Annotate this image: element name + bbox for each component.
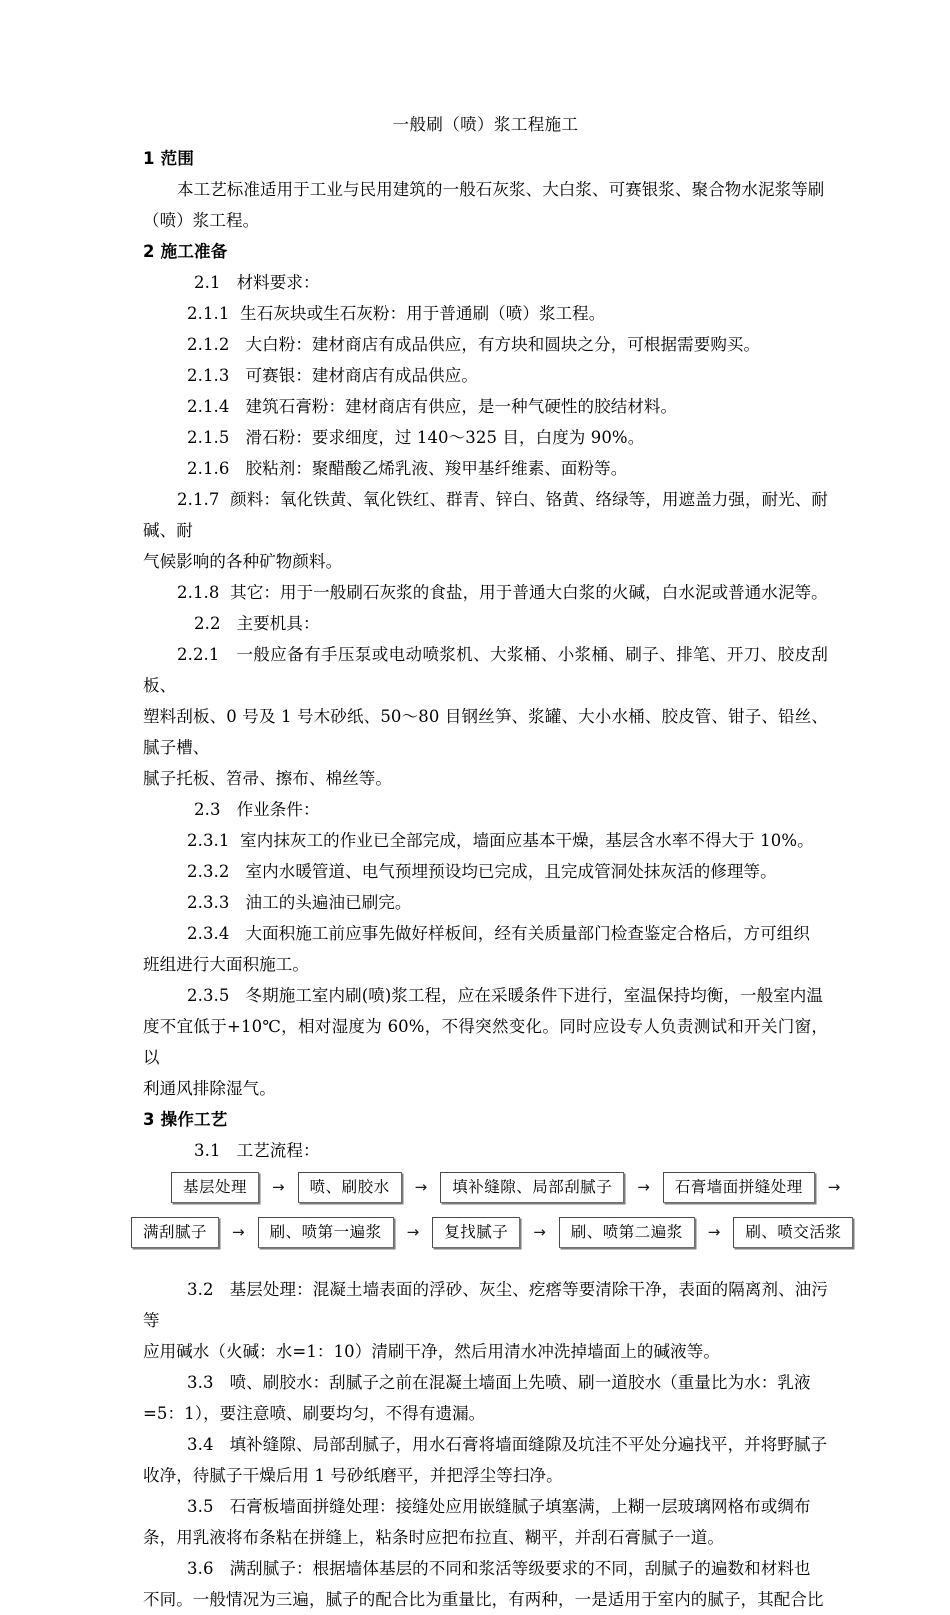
section-3-5-line-2: 条，用乳液将布条粘在拼缝上，粘条时应把布拉直、糊平，并刮石膏腻子一道。 [143,1527,724,1547]
flow-step-gypsum-wall-joint-treatment: 石膏墙面拼缝处理 [663,1172,815,1203]
flowchart-row-1 [171,1172,841,1203]
section-2-3-2: 2.3.2 室内水暖管道、电气预埋预设均已完成，且完成管洞处抹灰活的修理等。 [187,861,777,881]
section-2-1-2: 2.1.2 大白粉：建材商店有成品供应，有方块和圆块之分，可根据需要购买。 [187,334,761,354]
flow-arrow-icon: → [827,1177,841,1196]
flow-step-second-coat: 刷、喷第二遍浆 [559,1217,695,1248]
flow-arrow-icon: → [707,1222,721,1241]
section-3-2-line-1: 3.2 基层处理：混凝土墙表面的浮砂、灰尘、疙瘩等要清除干净，表面的隔离剂、油污等 [143,1279,828,1330]
page-title: 一般刷（喷）浆工程施工 [392,115,579,134]
spacer [143,1262,828,1274]
flowchart-row-2 [131,1217,842,1248]
scope-paragraph-line-1: 本工艺标准适用于工业与民用建筑的一般石灰浆、大白浆、可赛银浆、聚合物水泥浆等刷 [177,179,825,199]
section-2-3-5-line-2: 度不宜低于+10℃，相对湿度为 60%，不得突然变化。同时应设专人负责测试和开关门窗，以 [143,1016,828,1067]
heading-2-preparation: 2 施工准备 [143,241,228,261]
section-2-3-conditions: 2.3 作业条件： [194,799,320,819]
flow-arrow-icon: → [414,1177,428,1196]
section-2-3-4-line-1: 2.3.4 大面积施工前应事先做好样板间，经有关质量部门检查鉴定合格后，方可组织 [187,923,810,943]
section-3-6-line-2: 不同。一般情况为三遍，腻子的配合比为重量比，有两种，一是适用于室内的腻子，其配合比 [143,1589,824,1609]
section-3-3-line-2: =5：1），要注意喷、刷要均匀，不得有遗漏。 [143,1403,486,1423]
section-3-1-process-flow: 3.1 工艺流程： [194,1140,320,1160]
flow-arrow-icon: → [406,1222,420,1241]
section-2-3-3: 2.3.3 油工的头遍油已刷完。 [187,892,412,912]
section-3-6-line-1: 3.6 满刮腻子：根据墙体基层的不同和浆活等级要求的不同，刮腻子的遍数和材料也 [187,1558,811,1578]
flow-step-re-level-putty: 复找腻子 [432,1217,520,1248]
flow-step-first-coat: 刷、喷第一遍浆 [258,1217,394,1248]
heading-1-scope: 1 范围 [143,148,195,168]
section-2-3-5-line-1: 2.3.5 冬期施工室内刷(喷)浆工程，应在采暖条件下进行，室温保持均衡，一般室内温 [187,985,823,1005]
section-2-1-4: 2.1.4 建筑石膏粉：建材商店有供应，是一种气硬性的胶结材料。 [187,396,678,416]
heading-3-operation: 3 操作工艺 [143,1109,228,1129]
section-2-2-1-line-3: 腻子托板、笤帚、擦布、棉丝等。 [143,768,392,788]
section-2-1-7-line-1: 2.1.7 颜料：氧化铁黄、氧化铁红、群青、锌白、铬黄、络绿等，用遮盖力强，耐光、耐碱、耐 [143,489,828,540]
section-2-1-6: 2.1.6 胶粘剂：聚醋酸乙烯乳液、羧甲基纤维素、面粉等。 [187,458,628,478]
flow-step-fill-gaps-local-putty: 填补缝隙、局部刮腻子 [440,1172,624,1203]
section-2-3-4-line-2: 班组进行大面积施工。 [143,954,309,974]
section-3-3-line-1: 3.3 喷、刷胶水：刮腻子之前在混凝土墙面上先喷、刷一道胶水（重量比为水：乳液 [187,1372,811,1392]
flow-arrow-icon: → [637,1177,650,1196]
section-3-4-line-1: 3.4 填补缝隙、局部刮腻子，用水石膏将墙面缝隙及坑洼不平处分遍找平，并将野腻子 [187,1434,828,1454]
section-2-2-1-line-1: 2.2.1 一般应备有手压泵或电动喷浆机、大浆桶、小浆桶、刷子、排笔、开刀、胶皮刮板、 [143,644,828,695]
scope-paragraph-line-2: （喷）浆工程。 [143,210,260,230]
section-2-1-7-line-2: 气候影响的各种矿物颜料。 [143,551,343,571]
section-2-1-5: 2.1.5 滑石粉：要求细度，过 140～325 目，白度为 90%。 [187,427,645,447]
flow-step-spray-brush-glue: 喷、刷胶水 [298,1172,402,1203]
flow-step-final-coat: 刷、喷交活浆 [733,1217,853,1248]
section-2-1-8: 2.1.8 其它：用于一般刷石灰浆的食盐，用于普通大白浆的火碱，白水泥或普通水泥等。 [177,582,828,602]
section-3-2-line-2: 应用碱水（火碱：水=1：10）清刷干净，然后用清水冲洗掉墙面上的碱液等。 [143,1341,720,1361]
flow-arrow-icon: → [533,1222,546,1241]
section-3-5-line-1: 3.5 石膏板墙面拼缝处理：接缝处应用嵌缝腻子填塞满，上糊一层玻璃网格布或绸布 [187,1496,811,1516]
section-2-2-1-line-2: 塑料刮板、0 号及 1 号木砂纸、50～80 目钢丝笋、浆罐、大小水桶、胶皮管、钳子、铅丝、腻子槽、 [143,706,828,757]
section-2-3-1: 2.3.1 室内抹灰工的作业已全部完成，墙面应基本干燥，基层含水率不得大于 10%。 [187,830,814,850]
flow-step-base-treatment: 基层处理 [171,1172,259,1203]
section-2-2-tools: 2.2 主要机具： [194,613,320,633]
section-2-1-3: 2.1.3 可赛银：建材商店有成品供应。 [187,365,478,385]
section-2-3-5-line-3: 利通风排除湿气。 [143,1078,276,1098]
section-2-1-materials: 2.1 材料要求： [194,272,320,292]
process-flowchart [143,1172,842,1248]
flow-arrow-icon: → [232,1222,245,1241]
section-2-1-1: 2.1.1 生石灰块或生石灰粉：用于普通刷（喷）浆工程。 [187,303,606,323]
flow-arrow-icon: → [272,1177,285,1196]
flow-step-full-putty-scraping: 满刮腻子 [131,1217,219,1248]
section-3-4-line-2: 收净，待腻子干燥后用 1 号砂纸磨平，并把浮尘等扫净。 [143,1465,563,1485]
